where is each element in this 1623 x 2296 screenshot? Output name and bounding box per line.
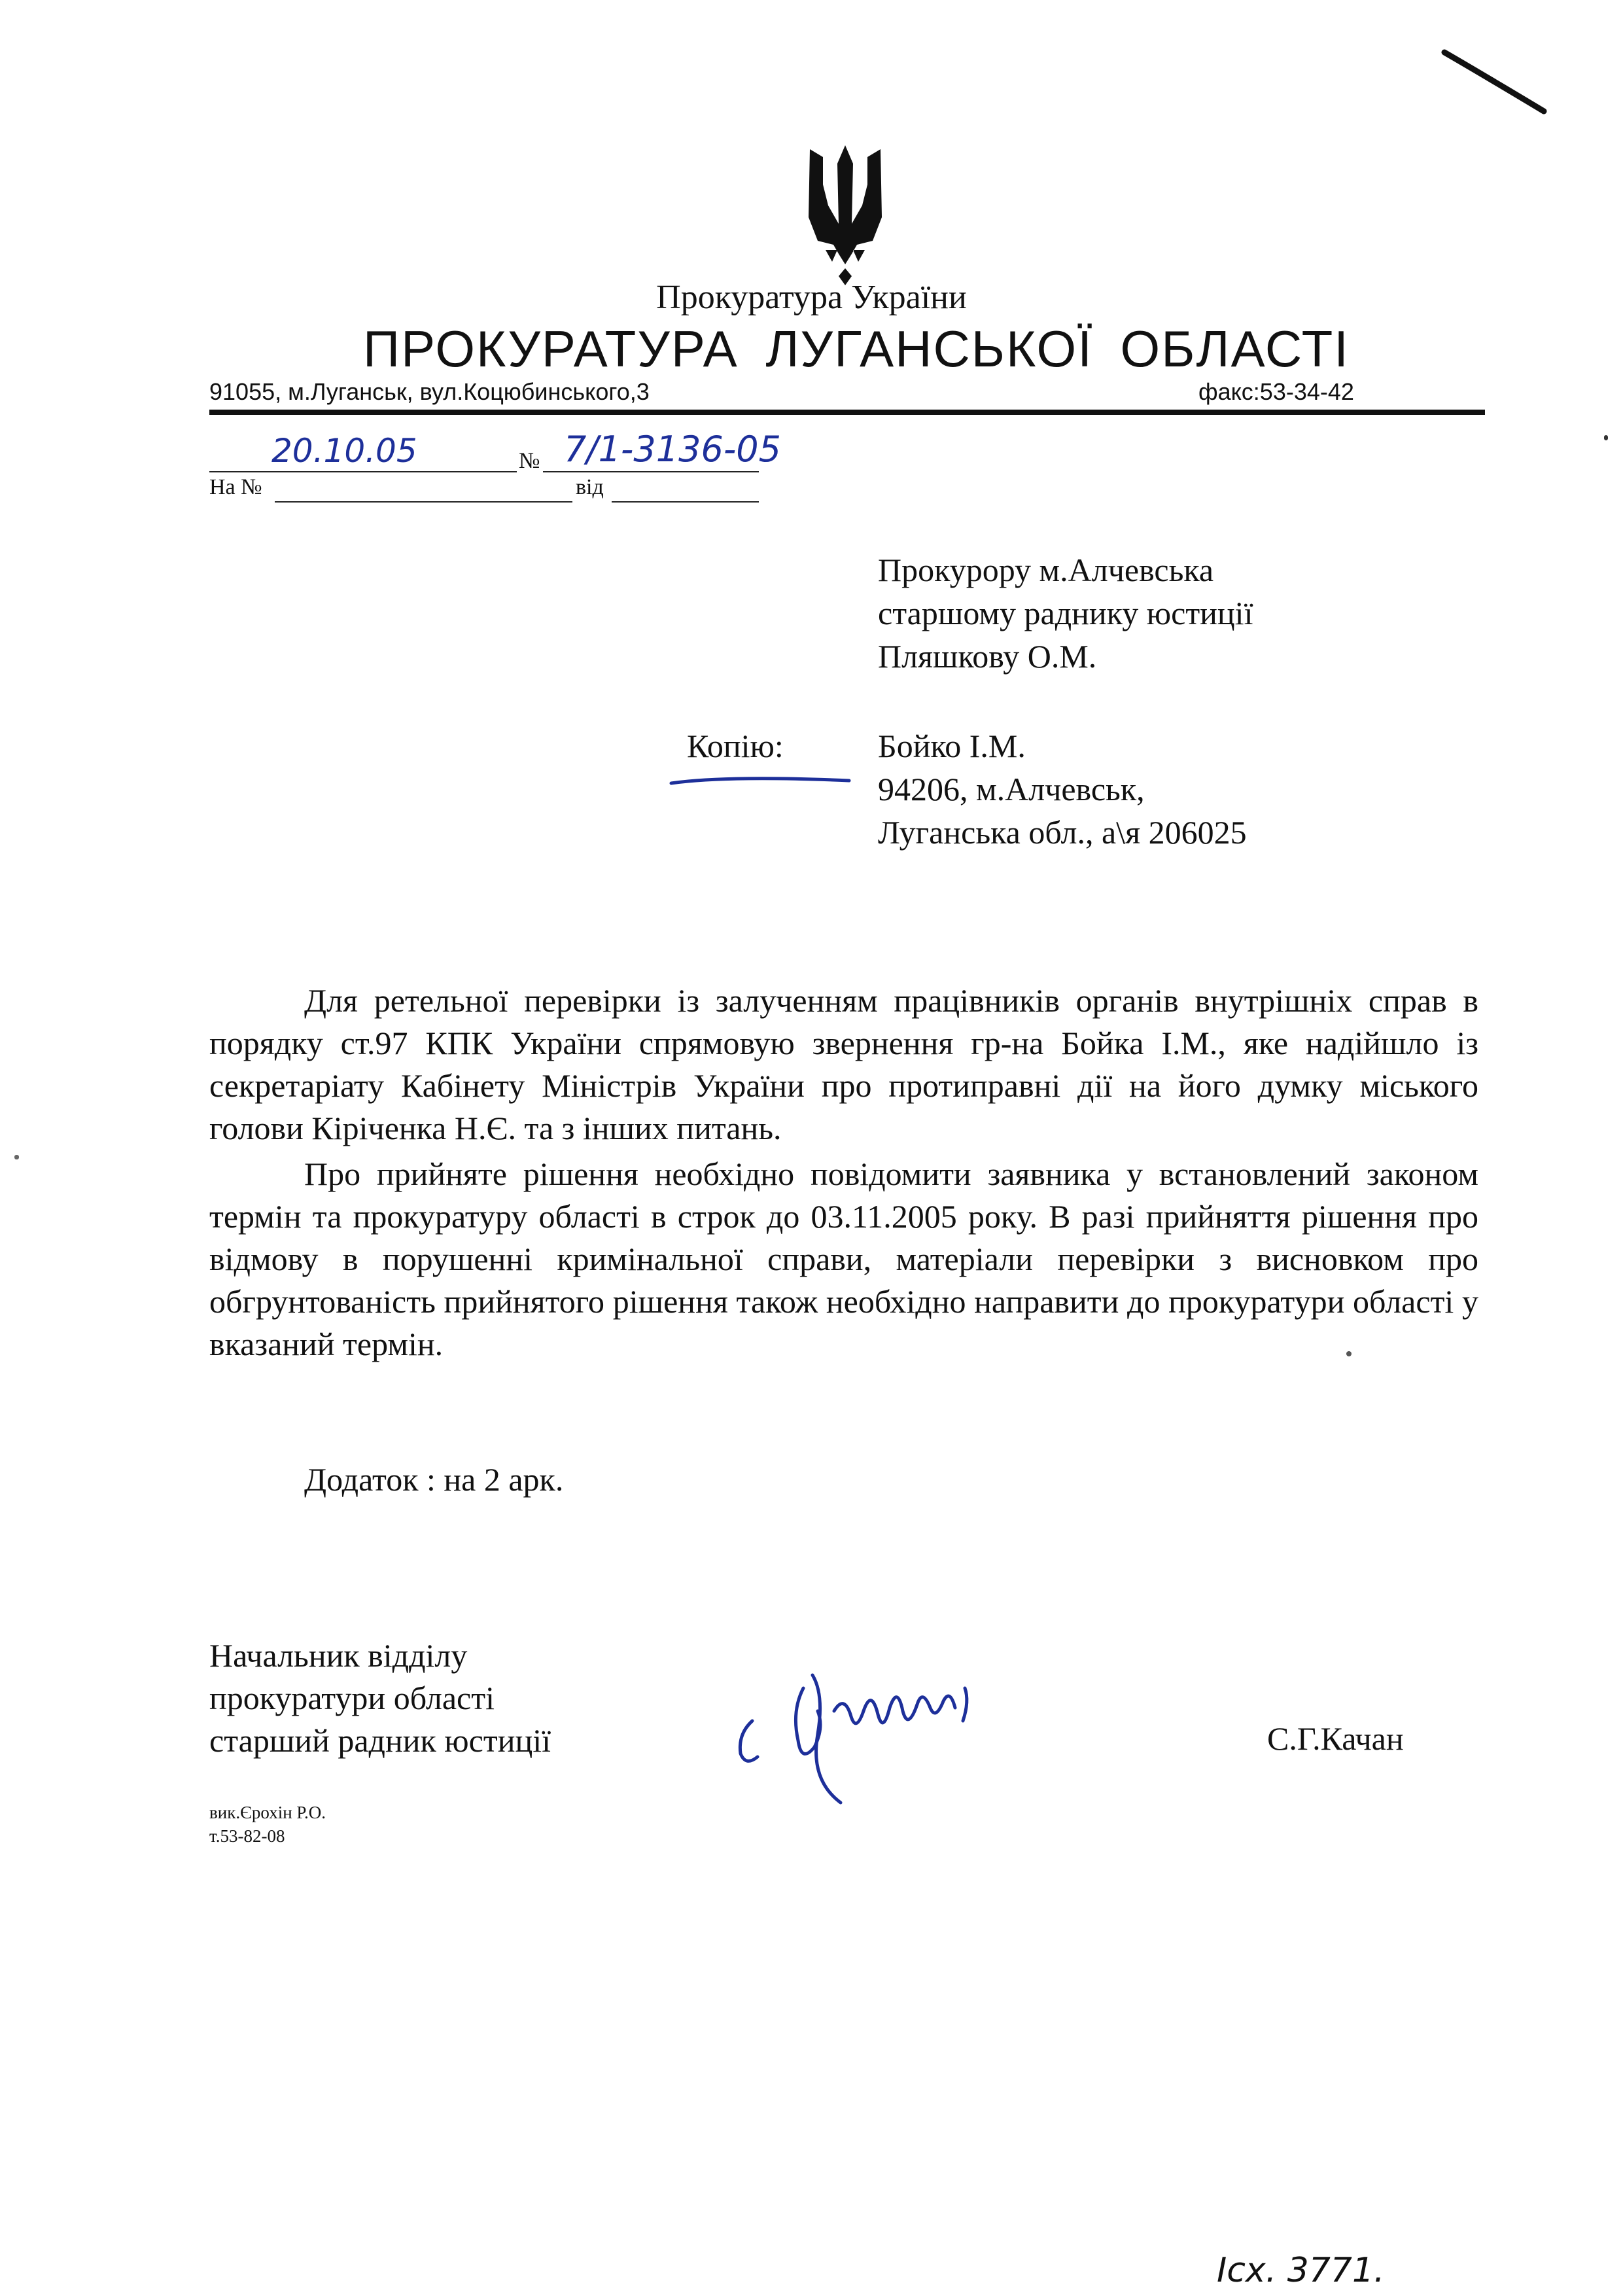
addressee-line: старшому раднику юстиції (878, 595, 1253, 631)
corner-stroke (1439, 46, 1557, 118)
handwritten-signature (726, 1649, 988, 1819)
number-label: № (519, 449, 540, 473)
copy-recipient-block (878, 724, 1247, 854)
attachment-note: Додаток : на 2 арк. (304, 1461, 564, 1498)
outgoing-number: 7/1-3136-05 (564, 429, 782, 470)
signatory-name: С.Г.Качан (1267, 1720, 1404, 1757)
signatory-title-block (209, 1634, 551, 1762)
addressee-block (878, 548, 1253, 678)
executor-line: т.53-82-08 (209, 1826, 285, 1846)
executor-block (209, 1801, 326, 1848)
org-fax: факс:53-34-42 (1198, 378, 1354, 405)
addressee-line: Пляшкову О.М. (878, 638, 1097, 675)
scan-speck (14, 1155, 19, 1159)
body-paragraph: Про прийняте рішення необхідно повідомити заявника у встановлений законом термін та прокуратуру області в строк до 03.11.2005 року. В разі прийняття рішення про відмову в порушенні кримінальної справи, матеріали перевірки з висновком про обгрунтованість прийнятого рішення також необхідно направити до прокуратури області у вказаний термін. (209, 1156, 1478, 1362)
signatory-title-line: старший радник юстиції (209, 1722, 551, 1759)
org-address: 91055, м.Луганськ, вул.Коцюбинського,3 (209, 378, 650, 405)
signatory-title-line: прокуратури області (209, 1680, 495, 1716)
incoming-number-label: На № (209, 475, 262, 499)
copy-recipient-line: Бойко І.М. (878, 728, 1026, 764)
incoming-date-label: від (576, 475, 604, 499)
executor-line: вик.Єрохін Р.О. (209, 1803, 326, 1822)
copy-underline (669, 769, 852, 788)
outgoing-date: 20.10.05 (271, 432, 417, 470)
scan-speck (1604, 435, 1608, 440)
incoming-date-line (612, 501, 759, 503)
addressee-line: Прокурору м.Алчевська (878, 552, 1214, 588)
signatory-title-line: Начальник відділу (209, 1637, 468, 1674)
org-title: ПРОКУРАТУРА ЛУГАНСЬКОЇ ОБЛАСТІ (363, 320, 1350, 378)
org-subtitle: Прокуратура України (656, 279, 967, 316)
registration-note: Ісх. 3771. (1217, 2251, 1385, 2290)
trident-emblem-icon (799, 145, 891, 289)
header-divider (209, 410, 1485, 415)
copy-recipient-line: Луганська обл., а\я 206025 (878, 814, 1247, 851)
number-line (543, 471, 759, 472)
incoming-number-line (275, 501, 572, 503)
copy-recipient-line: 94206, м.Алчевськ, (878, 771, 1145, 807)
body-paragraph: Для ретельної перевірки із залученням працівників органів внутрішніх справ в порядку ст.97 КПК України спрямовую звернення гр-на Бойка І.М., яке надійшло із секретаріату Кабінету Міністрів України про протиправні дії на його думку міського голови Кіріченка Н.Є. та з інших питань. (209, 982, 1478, 1146)
copy-label: Копію: (687, 728, 784, 764)
scan-speck (1346, 1351, 1352, 1356)
letter-body (209, 980, 1478, 1366)
date-line (209, 471, 517, 472)
